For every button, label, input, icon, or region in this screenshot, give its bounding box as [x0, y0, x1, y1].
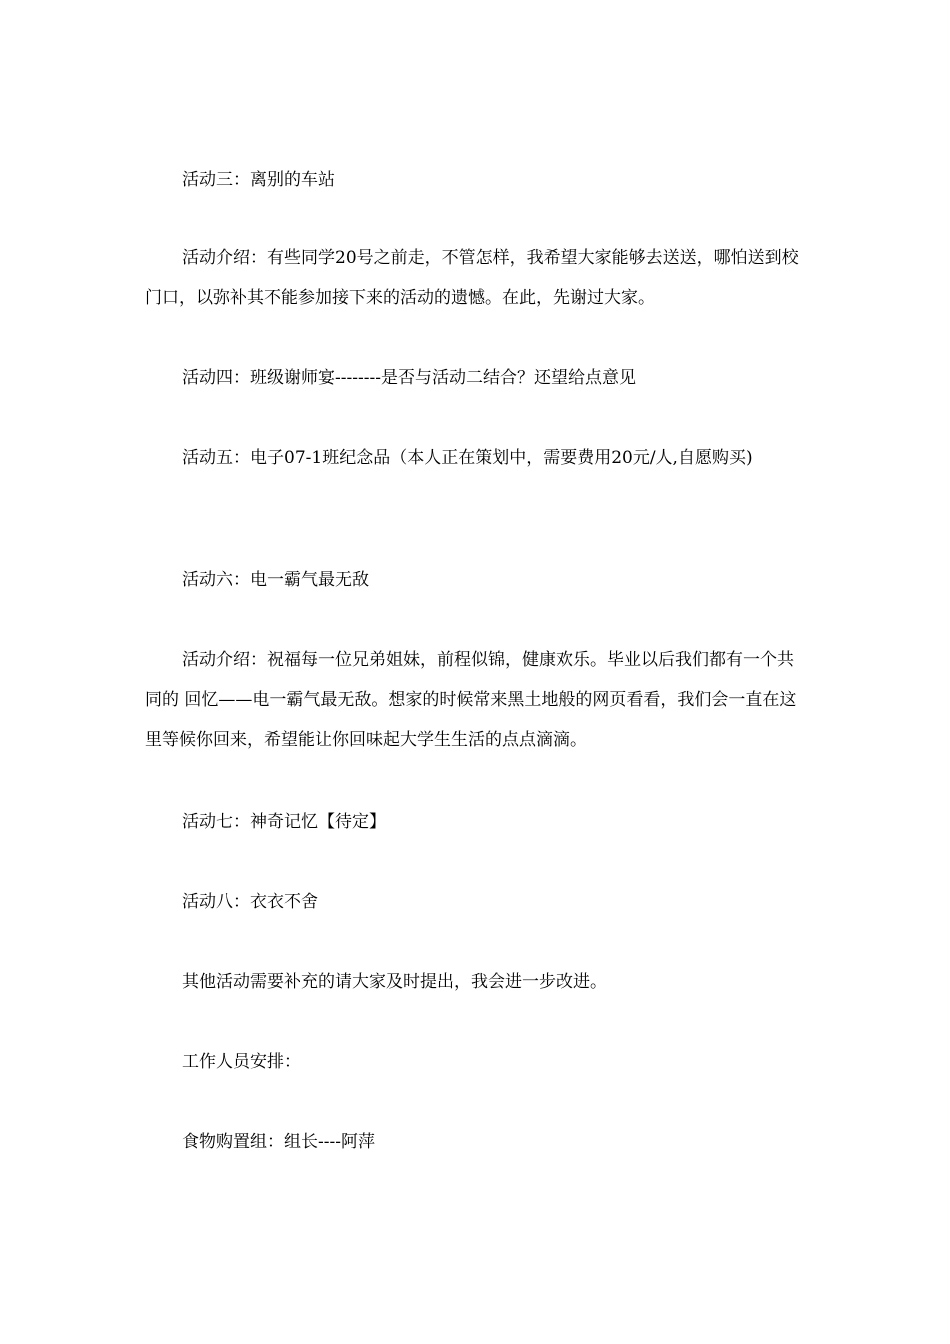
other-activities-note: 其他活动需要补充的请大家及时提出，我会进一步改进。: [182, 972, 607, 992]
activity-5-heading: 活动五：电子07-1班纪念品（本人正在策划中，需要费用20元/人,自愿购买): [182, 448, 753, 468]
food-purchase-group: 食物购置组：组长----阿萍: [182, 1132, 375, 1152]
activity-7-heading: 活动七：神奇记忆【待定】: [182, 812, 386, 832]
staff-arrangement-heading: 工作人员安排：: [182, 1052, 301, 1072]
activity-8-heading: 活动八：衣衣不舍: [182, 892, 318, 912]
activity-4-heading: 活动四：班级谢师宴--------是否与活动二结合？还望给点意见: [182, 368, 636, 388]
activity-3-description: 活动介绍：有些同学20号之前走，不管怎样，我希望大家能够去送送，哪怕送到校门口，以弥补其不能参加接下来的活动的遗憾。在此，先谢过大家。: [145, 248, 799, 308]
activity-6-heading: 活动六：电一霸气最无敌: [182, 570, 369, 590]
activity-3-heading: 活动三：离别的车站: [182, 170, 335, 190]
activity-6-description: 活动介绍：祝福每一位兄弟姐妹，前程似锦，健康欢乐。毕业以后我们都有一个共同的 回忆——电一霸气最无敌。想家的时候常来黑土地般的网页看看，我们会一直在这里等候你回来，希望能让你回味起大学生生活的点点滴滴。: [145, 650, 797, 750]
